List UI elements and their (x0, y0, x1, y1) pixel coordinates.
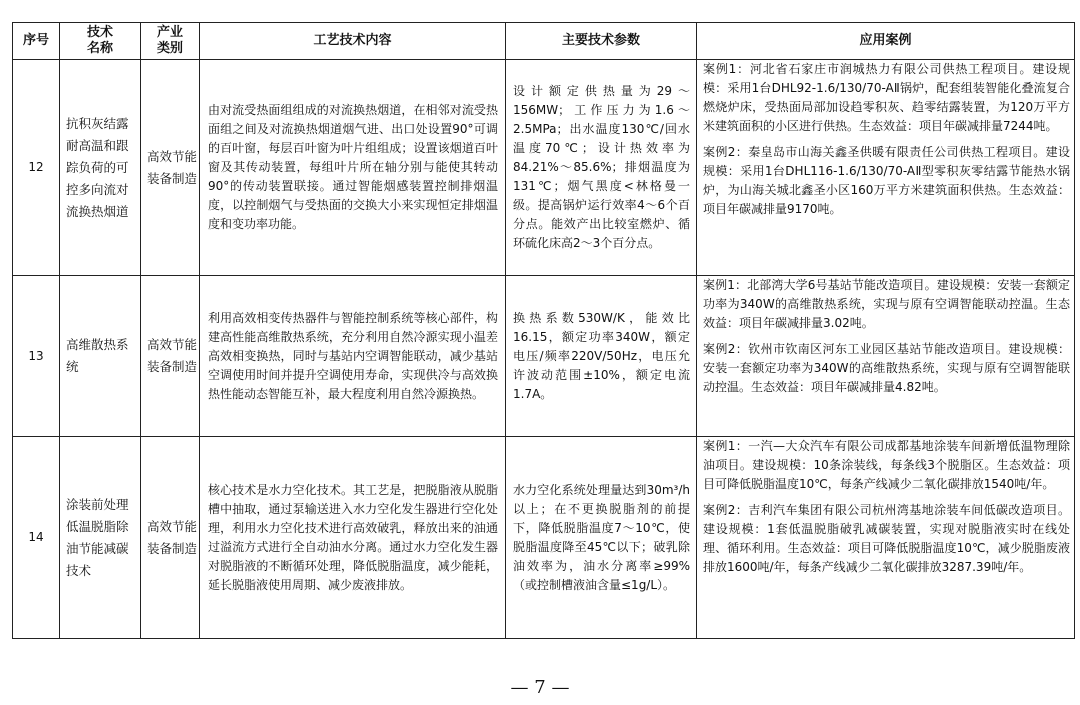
header-name: 技术 名称 (60, 23, 141, 60)
row-industry: 高效节能装备制造 (141, 276, 200, 437)
header-seq: 序号 (13, 23, 60, 60)
header-params: 主要技术参数 (506, 23, 697, 60)
row-tech-name: 涂装前处理低温脱脂除油节能减碳技术 (60, 437, 141, 639)
page-number: — 7 — (510, 677, 570, 698)
row-process: 核心技术是水力空化技术。其工艺是，把脱脂液从脱脂槽中抽取，通过泵输送进入水力空化发生器进行空化处理，利用水力空化技术进行高效破乳，释放出来的油通过溢流方式进行全自动油水分离。通过水力空化发生器对脱脂液的不断循环处理，降低脱脂温度，减少能耗，延长脱脂液使用周期、减少废液排放。 (200, 437, 506, 639)
row-params: 设计额定供热量为29～156MW；工作压力为1.6～2.5MPa；出水温度130℃/回水温度70℃；设计热效率为84.21%～85.6%；排烟温度为131℃；烟气黑度<林格曼一级。提高锅炉运行效率4～6个百分点。能效产出比较室燃炉、循环硫化床高2～3个百分点。 (506, 60, 697, 276)
case-item: 案例2：吉利汽车集团有限公司杭州湾基地涂装车间低碳改造项目。建设规模：1套低温脱脂破乳减碳装置，实现对脱脂液实时在线处理、循环利用。生态效益：项目可降低脱脂温度10℃，减少脱脂废液排放1600吨/年，每条产线减少二氧化碳排放3287.39吨/年。 (703, 503, 1070, 574)
case-item: 案例2：钦州市钦南区河东工业园区基站节能改造项目。建设规模：安装一套额定功率为340W的高维散热系统，实现与原有空调智能联动控温。生态效益：项目年碳减排量4.82吨。 (703, 342, 1070, 394)
row-cases (697, 60, 1075, 276)
document-page (12, 22, 1074, 639)
row-industry: 高效节能装备制造 (141, 60, 200, 276)
header-process: 工艺技术内容 (200, 23, 506, 60)
technology-table (12, 22, 1075, 639)
row-seq: 12 (13, 60, 60, 276)
case-item: 案例1：河北省石家庄市润城热力有限公司供热工程项目。建设规模：采用1台DHL92-1.6/130/70-AⅡ锅炉，配套组装智能化叠流复合燃烧炉床，受热面局部加设趋零积灰、趋零结露装置，为120万平方米建筑面积的小区进行供热。生态效益：项目年碳减排量7244吨。 (703, 62, 1070, 133)
table-row (13, 276, 1075, 437)
row-seq: 13 (13, 276, 60, 437)
header-row (13, 23, 1075, 60)
header-industry: 产业 类别 (141, 23, 200, 60)
row-process: 由对流受热面组组成的对流换热烟道，在相邻对流受热面组之间及对流换热烟道烟气进、出口处设置90°可调的百叶窗，每层百叶窗为叶片组组成；设置该烟道百叶窗及其传动装置，每组叶片所在轴分别与能使其转动90°的传动装置联接。通过智能烟感装置控制排烟温度，以控制烟气与受热面的交换大小来实现恒定排烟温度和变功率功能。 (200, 60, 506, 276)
row-seq: 14 (13, 437, 60, 639)
row-params: 水力空化系统处理量达到30m³/h以上；在不更换脱脂剂的前提下，降低脱脂温度7～10℃，使脱脂温度降至45℃以下；破乳除油效率为，油水分离率≥99%（或控制槽液油含量≤1g/L）。 (506, 437, 697, 639)
case-item: 案例2：秦皇岛市山海关鑫圣供暖有限责任公司供热工程项目。建设规模：采用1台DHL116-1.6/130/70-AⅡ型零积灰零结露节能热水锅炉，为山海关城北鑫圣小区160万平方米建筑面积供热。生态效益：项目年碳减排量9170吨。 (703, 145, 1070, 216)
row-cases (697, 437, 1075, 639)
row-industry: 高效节能装备制造 (141, 437, 200, 639)
header-cases: 应用案例 (697, 23, 1075, 60)
row-tech-name: 抗积灰结露耐高温和跟踪负荷的可控多向流对流换热烟道 (60, 60, 141, 276)
row-params: 换热系数530W/K，能效比16.15，额定功率340W，额定电压/频率220V/50Hz，电压允许波动范围±10%，额定电流1.7A。 (506, 276, 697, 437)
row-cases (697, 276, 1075, 437)
row-tech-name: 高维散热系统 (60, 276, 141, 437)
table-row (13, 437, 1075, 639)
case-item: 案例1：一汽—大众汽车有限公司成都基地涂装车间新增低温物理除油项目。建设规模：10条涂装线，每条线3个脱脂区。生态效益：项目可降低脱脂温度10℃，每条产线减少二氧化碳排放1540吨/年。 (703, 439, 1070, 491)
table-row (13, 60, 1075, 276)
case-item: 案例1：北部湾大学6号基站节能改造项目。建设规模：安装一套额定功率为340W的高维散热系统，实现与原有空调智能联动控温。生态效益：项目年碳减排量3.02吨。 (703, 278, 1070, 330)
row-process: 利用高效相变传热器件与智能控制系统等核心部件，构建高性能高维散热系统，充分利用自然冷源实现小温差高效相变换热，同时与基站内空调智能联动，减少基站空调使用时间并提升空调使用寿命，实现供冷与高效换热性能动态智能互补，最大程度利用自然冷源换热。 (200, 276, 506, 437)
